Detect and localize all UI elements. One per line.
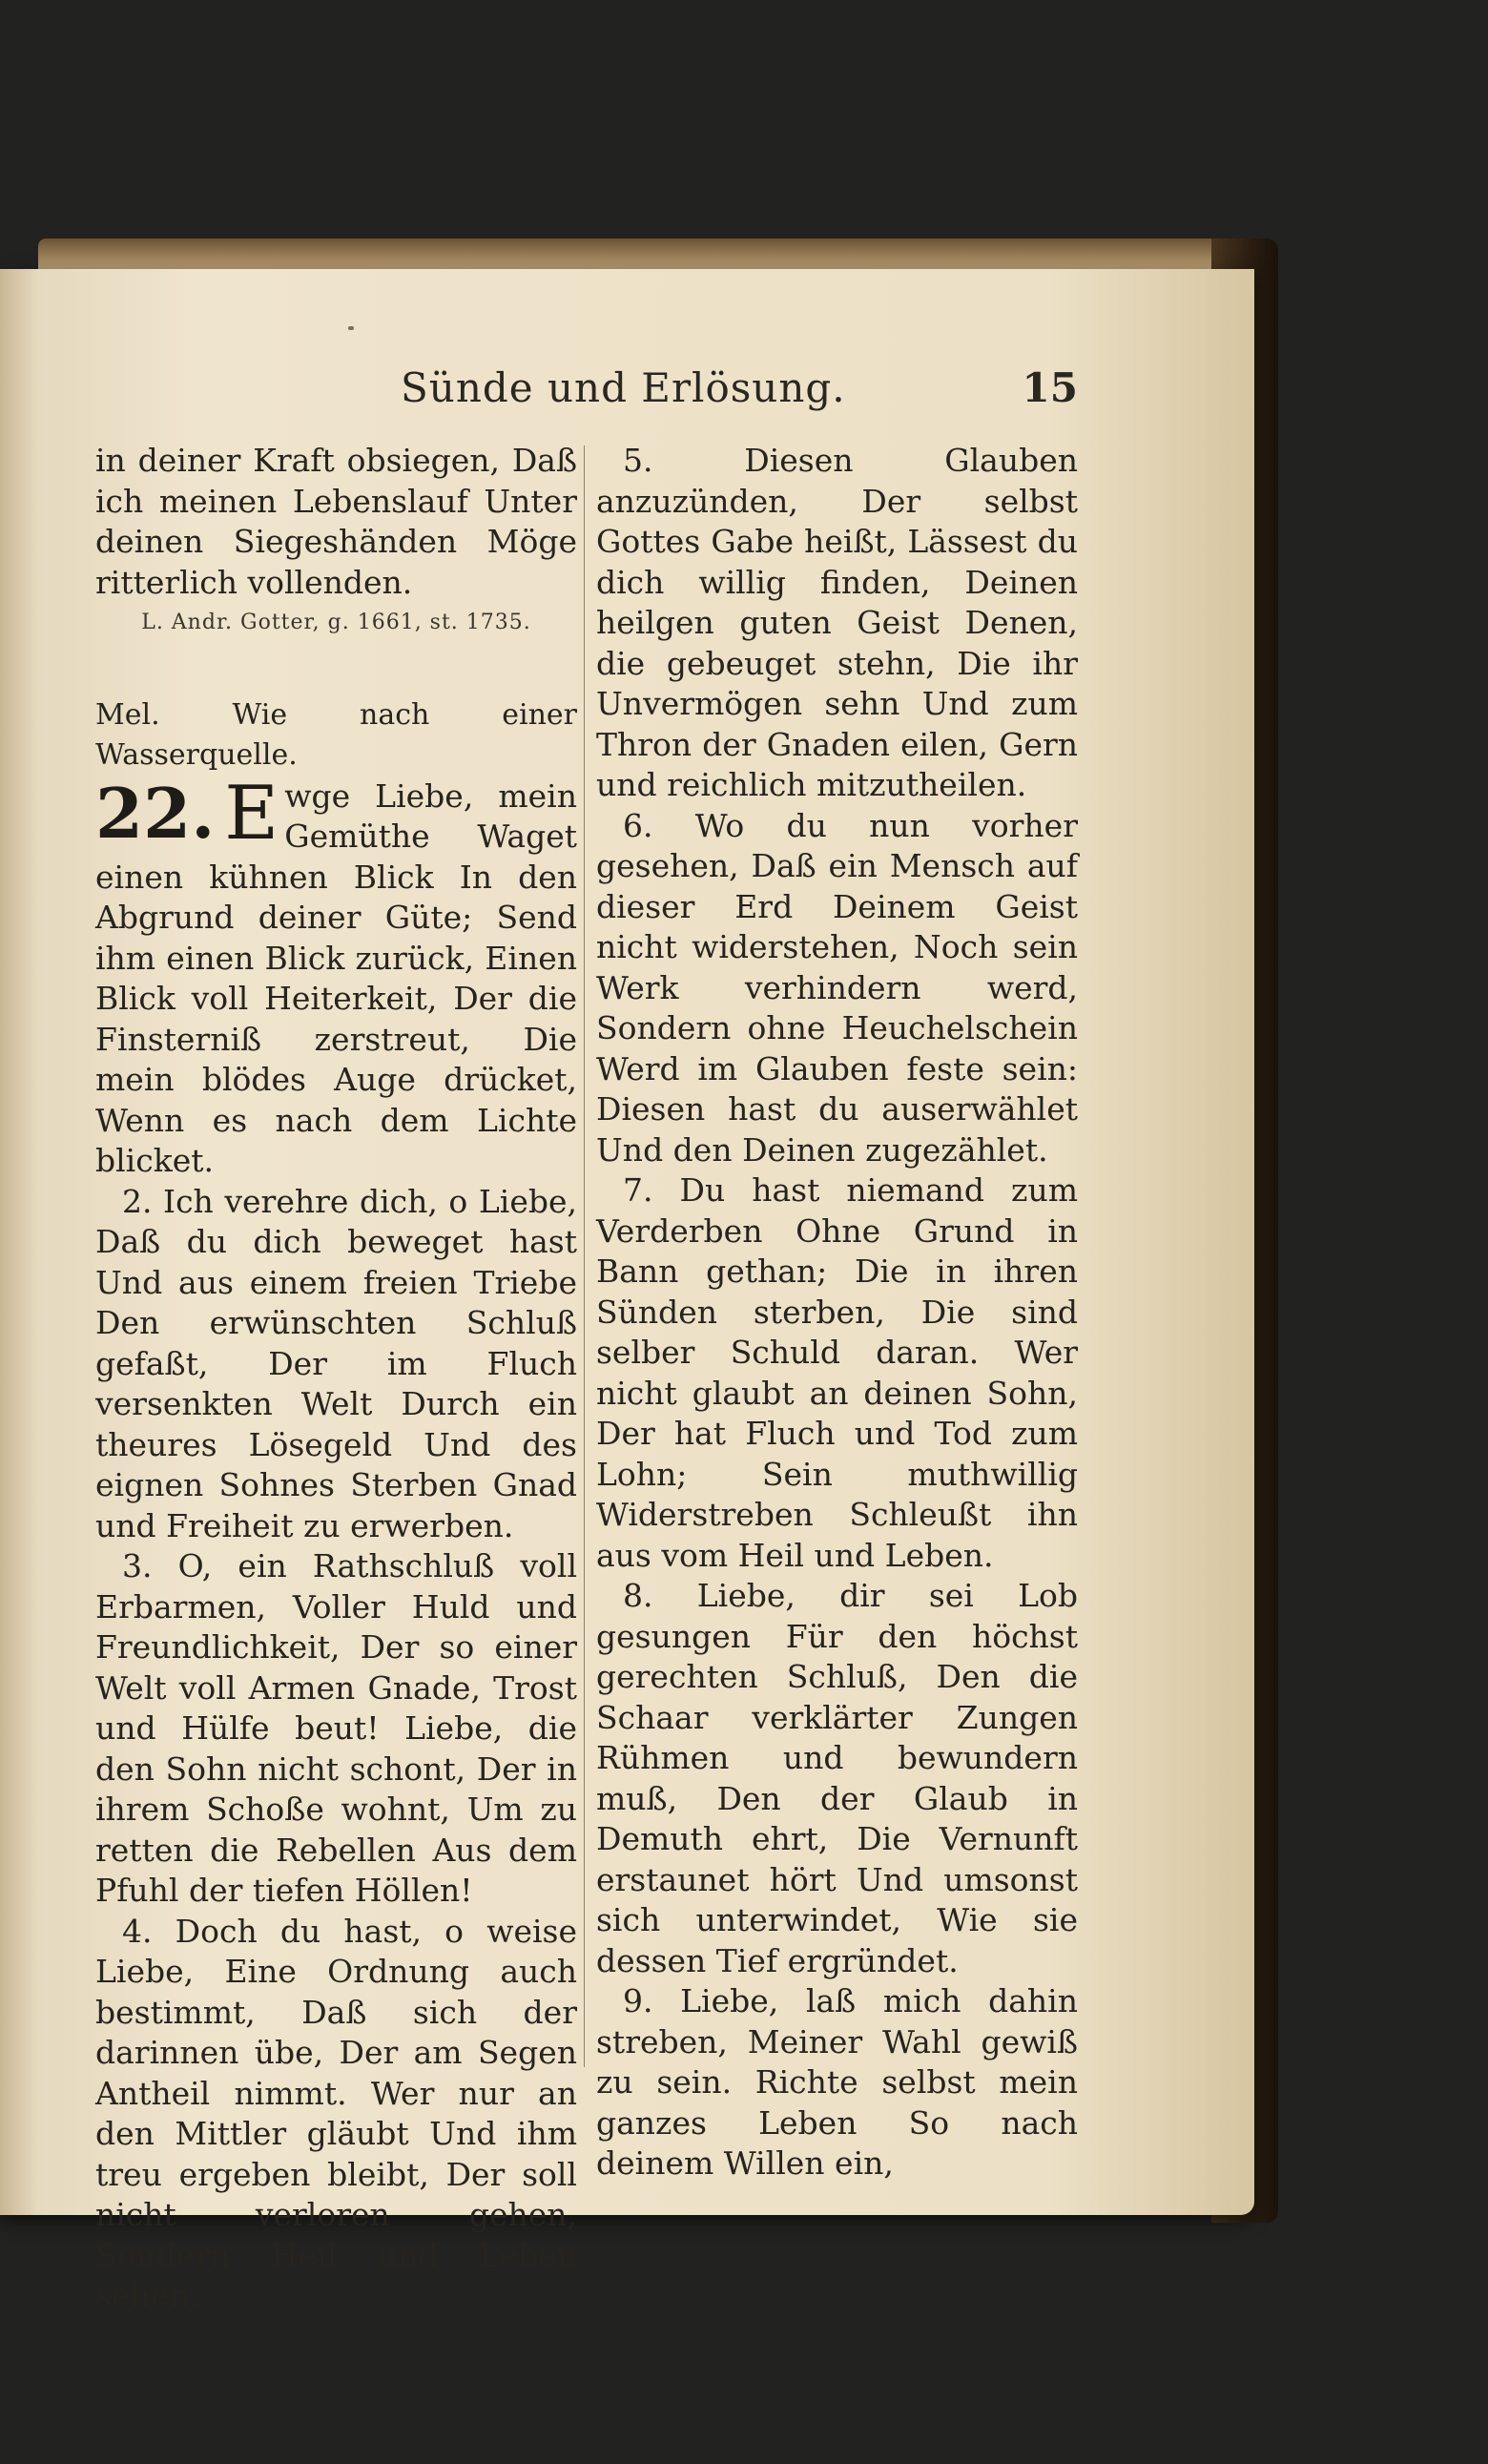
verse-2: 2. Ich verehre dich, o Liebe, Daß du dich beweget hast Und aus einem freien Triebe Den erwünschten Schluß gefaßt, Der im Fluch versenkten Welt Durch ein theures Lösegeld Und des eignen Sohnes Sterben Gnad und Freiheit zu erwerben. xyxy=(95,1182,577,1544)
verse-9: 9. Liebe, laß mich dahin streben, Meiner Wahl gewiß zu sein. Richte selbst mein ganzes Leben So nach deinem Willen ein, xyxy=(596,1982,1078,2182)
drop-cap: E xyxy=(224,770,279,857)
melody-line: Mel. Wie nach einer Wasserquelle. xyxy=(95,697,577,772)
book-page xyxy=(0,269,1254,2314)
verse-8: 8. Liebe, dir sei Lob gesungen Für den höchst gerechten Schluß, Den die Schaar verklärter Zungen Rühmen und bewundern muß, Den der Glaub in Demuth ehrt, Die Vernunft erstaunet hört Und umsonst sich unterwindet, Wie sie dessen Tief ergründet. xyxy=(596,1577,1078,1979)
page-number: 15 xyxy=(1022,364,1078,411)
right-column xyxy=(596,441,1078,2184)
verse-continuation: in deiner Kraft obsiegen, Daß ich meinen Lebenslauf Unter deinen Siegeshänden Möge ritterlich vollenden. xyxy=(95,442,577,601)
verse-4: 4. Doch du hast, o weise Liebe, Eine Ordnung auch bestimmt, Daß sich der darinnen übe, Der am Segen Antheil nimmt. Wer nur an den Mittler gläubt Und ihm treu ergeben bleibt, Der soll nicht verloren gehen, Sondern Heil und Leben sehen. xyxy=(95,1912,577,2314)
running-head: Sünde und Erlösung. xyxy=(401,364,846,411)
verse-3: 3. O, ein Rathschluß voll Erbarmen, Voller Huld und Freundlichkeit, Der so einer Welt voll Armen Gnade, Trost und Hülfe beut! Liebe, die den Sohn nicht schont, Der in ihrem Schoße wohnt, Um zu retten die Rebellen Aus dem Pfuhl der tiefen Höllen! xyxy=(95,1547,577,1909)
verse-6: 6. Wo du nun vorher gesehen, Daß ein Mensch auf dieser Erd Deinem Geist nicht widerstehen, Noch sein Werk verhindern werd, Sondern ohne Heuchelschein Werd im Glauben feste sein: Diesen hast du auserwählet Und den Deinen zugezählet. xyxy=(596,806,1078,1169)
verse-5: 5. Diesen Glauben anzuzünden, Der selbst Gottes Gabe heißt, Lässest du dich willig finden, Deinen heilgen guten Geist Denen, die gebeuget stehn, Die ihr Unvermögen sehn Und zum Thron der Gnaden eilen, Gern und reichlich mitzutheilen. xyxy=(596,442,1078,803)
verse-1-text: wge Liebe, mein Gemüthe Waget einen kühnen Blick In den Abgrund deiner Güte; Send ihm einen Blick zurück, Einen Blick voll Heiterkeit, Der die Finsterniß zerstreut, Die mein blödes Auge drücket, Wenn es nach dem Lichte blicket. xyxy=(95,776,577,1179)
hymn-22-verse-1 xyxy=(95,770,577,1182)
left-column xyxy=(95,441,577,2317)
page-header xyxy=(95,364,1078,431)
verse-7: 7. Du hast niemand zum Verderben Ohne Grund in Bann gethan; Die in ihren Sünden sterben, Die sind selber Schuld daran. Wer nicht glaubt an deinen Sohn, Der hat Fluch und Tod zum Lohn; Sein muthwillig Widerstreben Schleußt ihn aus vom Heil und Leben. xyxy=(596,1171,1078,1574)
ink-speck xyxy=(348,326,354,330)
author-attribution: L. Andr. Gotter, g. 1661, st. 1735. xyxy=(141,611,531,634)
column-divider xyxy=(584,445,585,2067)
hymn-number: 22. xyxy=(95,772,216,854)
